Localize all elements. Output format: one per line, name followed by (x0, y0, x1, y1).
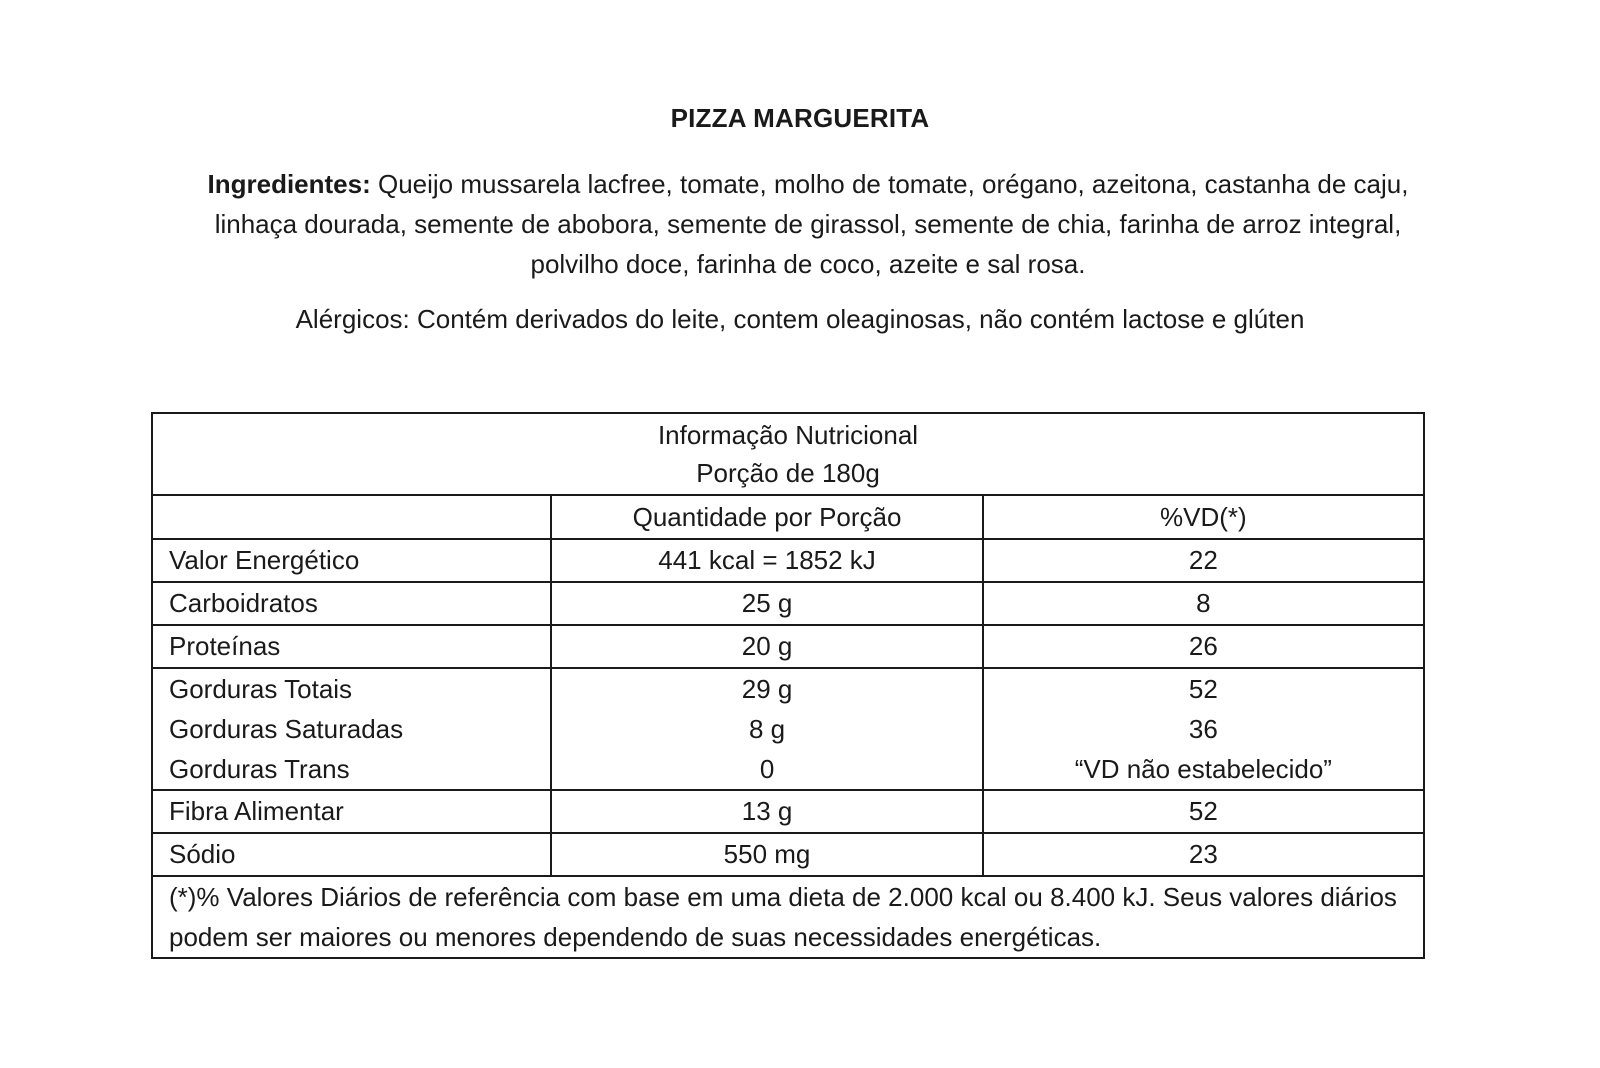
nutrient-quantity: 0 (759, 754, 775, 784)
allergens-text: Alérgicos: Contém derivados do leite, contem oleaginosas, não contém lactose e glúten (295, 304, 1305, 334)
table-row (152, 790, 1424, 833)
fat-dv-cell (983, 668, 1424, 790)
nutrient-quantity: 8 g (748, 714, 786, 744)
nutrient-name: Sódio (152, 833, 551, 876)
ingredients-text: Queijo mussarela lacfree, tomate, molho de tomate, orégano, azeitona, castanha de caju, linhaça dourada, semente de abobora, semente de girassol, semente de chia, farinha de arroz integral, polvilho doce, farinha de coco, azeite e sal rosa. (214, 169, 1409, 279)
nutrient-dv: 52 (983, 790, 1424, 833)
nutrient-name: Proteínas (152, 625, 551, 668)
column-header-quantity: Quantidade por Porção (551, 495, 982, 539)
nutrient-quantity: 550 mg (551, 833, 982, 876)
nutrient-quantity: 13 g (551, 790, 982, 833)
nutrient-name: Carboidratos (152, 582, 551, 625)
table-row (152, 539, 1424, 582)
table-row (152, 833, 1424, 876)
nutrient-name: Fibra Alimentar (152, 790, 551, 833)
nutrient-dv: 26 (983, 625, 1424, 668)
nutrition-header-portion: Porção de 180g (696, 458, 880, 488)
nutrition-table (151, 412, 1425, 959)
nutrient-dv: 22 (983, 539, 1424, 582)
nutrient-name: Gorduras Totais (169, 674, 353, 704)
nutrient-quantity: 20 g (551, 625, 982, 668)
ingredients-label: Ingredientes: (207, 169, 371, 199)
fat-names-cell (152, 668, 551, 790)
nutrient-dv: 23 (983, 833, 1424, 876)
nutrition-header-row (152, 413, 1424, 495)
table-row (152, 582, 1424, 625)
nutrition-header-cell (152, 413, 1424, 495)
column-header-empty (152, 495, 551, 539)
footnote-text: (*)% Valores Diários de referência com base em uma dieta de 2.000 kcal ou 8.400 kJ. Seus valores diários podem ser maiores ou menores dependendo de suas necessidades energéticas. (152, 876, 1424, 958)
nutrient-dv: 8 (983, 582, 1424, 625)
nutrient-quantity: 29 g (741, 674, 793, 704)
column-header-row (152, 495, 1424, 539)
product-title: PIZZA MARGUERITA (670, 103, 930, 133)
table-row (152, 625, 1424, 668)
fat-group-row (152, 668, 1424, 790)
ingredients-paragraph (168, 164, 1448, 284)
nutrient-dv: 52 (1188, 674, 1218, 704)
footnote-row (152, 876, 1424, 958)
fat-quantities-cell (551, 668, 982, 790)
nutrient-name: Gorduras Saturadas (169, 714, 404, 744)
nutrient-quantity: 441 kcal = 1852 kJ (551, 539, 982, 582)
nutrient-dv: “VD não estabelecido” (1074, 754, 1332, 784)
column-header-dv: %VD(*) (983, 495, 1424, 539)
nutrient-name: Gorduras Trans (169, 754, 350, 784)
nutrition-header-title: Informação Nutricional (657, 420, 919, 450)
nutrient-quantity: 25 g (551, 582, 982, 625)
nutrient-name: Valor Energético (152, 539, 551, 582)
nutrient-dv: 36 (1188, 714, 1218, 744)
